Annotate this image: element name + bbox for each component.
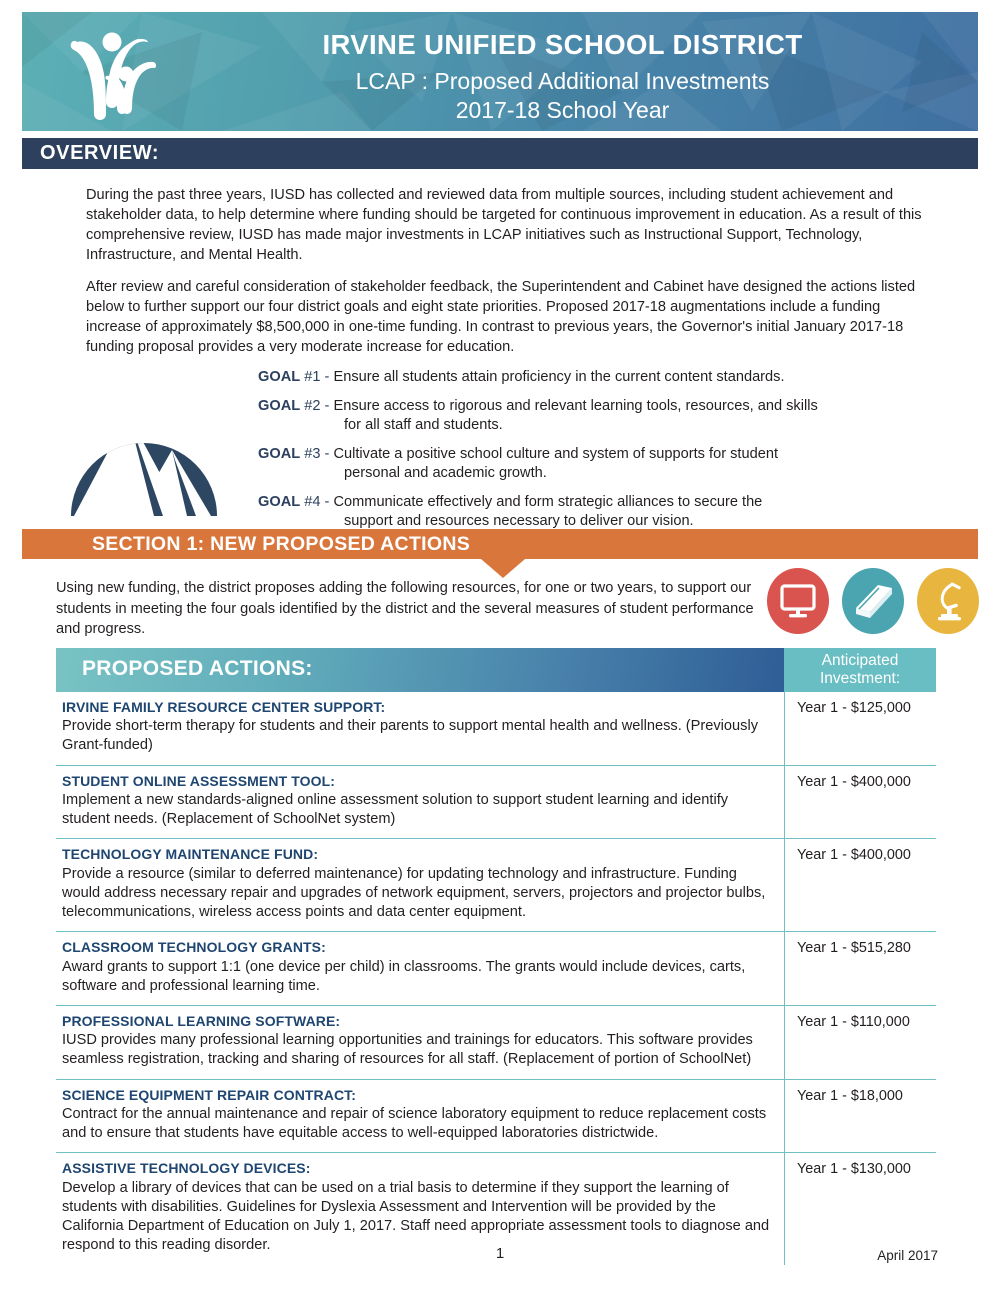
- monitor-icon-badge: [767, 568, 829, 634]
- section1-icon-group: [767, 568, 979, 634]
- two-people-raised-arms-logo-icon: [60, 26, 172, 122]
- action-description: Implement a new standards-aligned online assessment solution to support student learning and identify student needs. (Replacement of SchoolNet system): [62, 791, 729, 828]
- goal-number: #1: [304, 369, 321, 385]
- book-icon: [842, 568, 904, 634]
- table-cell-action: [56, 766, 784, 839]
- table-row: [56, 839, 936, 932]
- table-cell-investment: Year 1 - $515,280: [784, 932, 936, 1005]
- section1-bar: [22, 529, 978, 559]
- book-icon-badge: [842, 568, 904, 634]
- goal-number: #4: [304, 493, 321, 510]
- goals-list: [258, 368, 958, 541]
- table-cell-investment: Year 1 - $18,000: [784, 1080, 936, 1153]
- table-cell-action: [56, 1080, 784, 1153]
- table-row: [56, 1006, 936, 1080]
- page-number: 1: [495, 1245, 505, 1262]
- table-cell-investment: Year 1 - $125,000: [784, 692, 936, 765]
- table-cell-action: [56, 839, 784, 931]
- goal-item: [258, 445, 958, 484]
- table-header-row: [56, 648, 936, 692]
- section1-triangle-icon: [481, 559, 525, 578]
- goal-dash: -: [324, 397, 330, 414]
- header-banner: [22, 12, 978, 131]
- goal-text-line1: Ensure all students attain proficiency in the current content standards.: [333, 369, 785, 385]
- goal-label: GOAL: [258, 369, 301, 385]
- goal-label: GOAL: [258, 493, 301, 510]
- table-cell-action: [56, 1006, 784, 1079]
- action-title: SCIENCE EQUIPMENT REPAIR CONTRACT:: [62, 1086, 357, 1103]
- action-description: Contract for the annual maintenance and repair of science laboratory equipment to reduce replacement costs and to ensure that students have equitable access to well-equipped laboratories districtwide.: [62, 1105, 767, 1142]
- table-cell-action: [56, 692, 784, 765]
- microscope-icon: [917, 568, 979, 634]
- section1-title: SECTION 1: NEW PROPOSED ACTIONS: [92, 533, 471, 555]
- overview-chevron-icon: [465, 138, 537, 169]
- monitor-icon: [767, 568, 829, 634]
- overview-paragraph-1: During the past three years, IUSD has collected and reviewed data from multiple sources, including student achievement and stakeholder data, to help determine where funding should be targeted for continuous improvement in education. As a result of this comprehensive review, IUSD has made major investments in LCAP initiatives such as Instructional Support, Technology, Infrastructure, and Mental Health.: [86, 187, 922, 264]
- district-name: IRVINE UNIFIED SCHOOL DISTRICT: [322, 29, 803, 60]
- goal-text-line2: personal and academic growth.: [344, 465, 547, 482]
- table-row: [56, 766, 936, 840]
- action-title: TECHNOLOGY MAINTENANCE FUND:: [62, 846, 319, 863]
- table-header-investment-line2: Investment:: [819, 670, 901, 688]
- action-description: IUSD provides many professional learning opportunities and trainings for educators. This software provides seamless registration, tracking and sharing of resources for all staff. (Replacement of portion of SchoolNet): [62, 1032, 753, 1068]
- school-year: 2017-18 School Year: [455, 97, 670, 124]
- table-header-actions: [56, 648, 784, 692]
- table-cell-investment: Year 1 - $400,000: [784, 766, 936, 839]
- goal-item: [258, 397, 958, 436]
- table-row: [56, 1080, 936, 1154]
- goal-label: GOAL: [258, 445, 301, 462]
- table-header-investment: [784, 648, 936, 692]
- goal-number: #3: [304, 445, 321, 462]
- action-title: ASSISTIVE TECHNOLOGY DEVICES:: [62, 1160, 311, 1177]
- goal-dash: -: [324, 493, 330, 510]
- goal-item: [258, 368, 958, 388]
- overview-label: OVERVIEW:: [40, 142, 160, 164]
- action-description: Develop a library of devices that can be used on a trial basis to determine if they support the learning of students with disabilities. Guidelines for Dyslexia Assessment and Intervention will be provided by the California Department of Education on July 1, 2017. Staff need appropriate assessment tools to diagnose and respond to this reading disorder.: [62, 1179, 770, 1254]
- table-row: [56, 932, 936, 1006]
- overview-paragraph-2: After review and careful consideration of stakeholder feedback, the Superintendent and Cabinet have designed the actions listed below to further support our four district goals and eight state priorities. Proposed 2017-18 augmentations include a funding increase of approximately $8,500,000 in one-time funding. In contrast to previous years, the Governor's initial January 2017-18 funding proposal provides a very moderate increase for education.: [86, 279, 916, 356]
- action-title: PROFESSIONAL LEARNING SOFTWARE:: [62, 1013, 341, 1029]
- mountain-with-flag-icon: [68, 368, 220, 516]
- table-cell-action: [56, 932, 784, 1005]
- proposed-actions-table: [56, 648, 936, 1265]
- section1-intro-text: Using new funding, the district proposes adding the following resources, for one or two years, to support our students in meeting the four goals identified by the district and the several measures of student performance and progress.: [56, 580, 754, 638]
- goal-item: [258, 493, 958, 532]
- goal-number: #2: [304, 397, 321, 414]
- goal-dash: -: [324, 369, 330, 385]
- action-description: Provide short-term therapy for students and their parents to support mental health and wellness. (Previously Grant-funded): [62, 718, 758, 754]
- table-row: [56, 692, 936, 766]
- table-header-actions-label: PROPOSED ACTIONS:: [82, 657, 313, 680]
- goal-text-line1: Cultivate a positive school culture and system of supports for student: [333, 445, 778, 462]
- goal-label: GOAL: [258, 397, 301, 414]
- action-description: Award grants to support 1:1 (one device per child) in classrooms. The grants would include devices, carts, software and professional learning time.: [62, 958, 746, 994]
- table-cell-investment: Year 1 - $110,000: [784, 1006, 936, 1079]
- banner-text-block: [187, 30, 938, 126]
- table-header-investment-line1: Anticipated: [821, 652, 899, 669]
- document-subtitle: LCAP : Proposed Additional Investments: [355, 67, 770, 94]
- district-logo: [60, 26, 172, 122]
- goal-text-line2: for all staff and students.: [344, 417, 503, 434]
- goal-text-line1: Communicate effectively and form strategic alliances to secure the: [333, 493, 763, 510]
- goal-dash: -: [324, 445, 330, 462]
- document-date: April 2017: [877, 1248, 938, 1263]
- goal-text-line1: Ensure access to rigorous and relevant learning tools, resources, and skills: [333, 397, 818, 414]
- goals-mountain-graphic: [68, 368, 220, 516]
- action-description: Provide a resource (similar to deferred maintenance) for updating technology and infrastructure. Funding would address necessary repair and upgrades of network equipment, servers, projectors and projector bulbs, telecommunications, wireless access points and data center equipment.: [62, 865, 766, 921]
- table-cell-investment: Year 1 - $130,000: [784, 1153, 936, 1264]
- action-title: CLASSROOM TECHNOLOGY GRANTS:: [62, 939, 326, 956]
- microscope-icon-badge: [917, 568, 979, 634]
- table-cell-investment: Year 1 - $400,000: [784, 839, 936, 931]
- action-title: IRVINE FAMILY RESOURCE CENTER SUPPORT:: [62, 699, 386, 715]
- goal-text-line2: support and resources necessary to deliver our vision.: [344, 513, 694, 530]
- action-title: STUDENT ONLINE ASSESSMENT TOOL:: [62, 772, 336, 789]
